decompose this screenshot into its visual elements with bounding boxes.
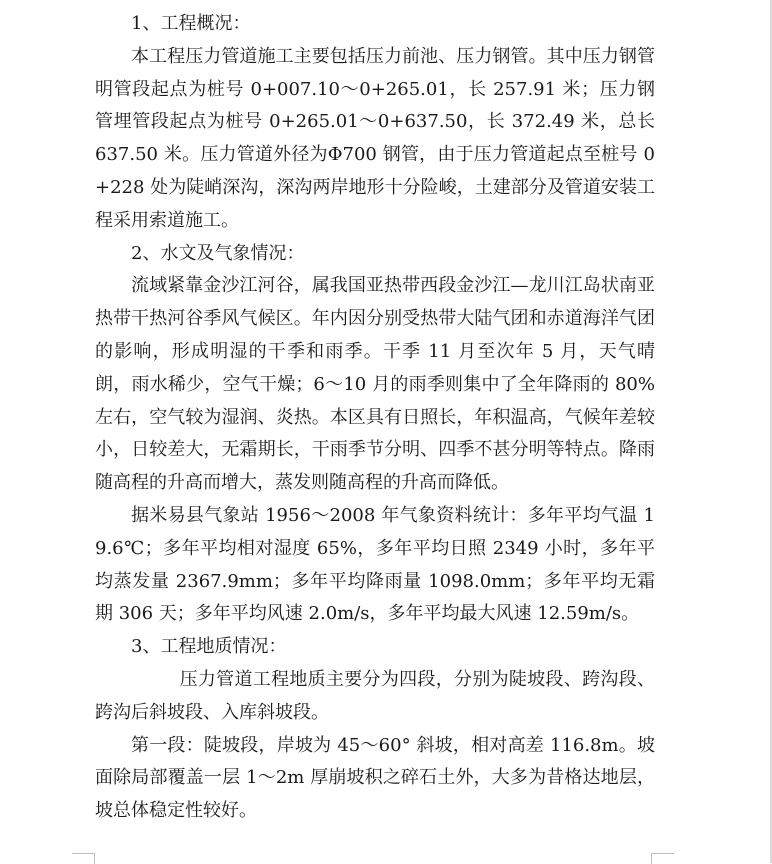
paragraph: 据米易县气象站 1956～2008 年气象资料统计：多年平均气温 19.6℃；多年平均相对湿度 65%，多年平均日照 2349 小时，多年平均蒸发量 2367.9mm；多年平均降雨量 1098.0mm；多年平均无霜期 306 天；多年平均风速 2.0m/s，多年平均最大风速 12.59m/s。 <box>95 504 655 625</box>
section-heading: 1、工程概况： <box>131 13 251 34</box>
document-body <box>95 8 655 828</box>
section-heading: 2、水文及气象情况： <box>131 242 305 264</box>
paragraph: 压力管道工程地质主要分为四段，分别为陡坡段、跨沟段、跨沟后斜坡段、入库斜坡段。 <box>95 668 655 723</box>
paragraph: 第一段：陡坡段，岸坡为 45～60° 斜坡，相对高差 116.8m。坡面除局部覆盖一层 1～2m 厚崩坡积之碎石土外，大多为昔格达地层，坡总体稳定性较好。 <box>95 734 655 822</box>
paragraph: 本工程压力管道施工主要包括压力前池、压力钢管。其中压力钢管明管段起点为桩号 0+007.10～0+265.01，长 257.91 米；压力钢管埋管段起点为桩号 0+265.01～0+637.50，长 372.49 米，总长 637.50 米。压力管道外径为Φ700 钢管，由于压力管道起点至桩号 0+228 处为陡峭深沟，深沟两岸地形十分险峻，土建部分及管道安装工程采用索道施工。 <box>95 45 655 231</box>
page-corner-mark-right <box>651 853 674 864</box>
paragraph: 流域紧靠金沙江河谷，属我国亚热带西段金沙江—龙川江岛状南亚热带干热河谷季风气候区。年内因分别受热带大陆气团和赤道海洋气团的影响，形成明湿的干季和雨季。干季 11 月至次年 5 月，天气晴朗，雨水稀少，空气干燥；6～10 月的雨季则集中了全年降雨的 80%左右，空气较为湿润、炎热。本区具有日照长，年积温高，气候年差较小，日较差大，无霜期长，干雨季节分明、四季不甚分明等特点。降雨随高程的升高而增大，蒸发则随高程的升高而降低。 <box>95 275 655 494</box>
page-corner-mark-left <box>72 853 95 864</box>
section-heading: 3、工程地质情况： <box>131 636 287 658</box>
